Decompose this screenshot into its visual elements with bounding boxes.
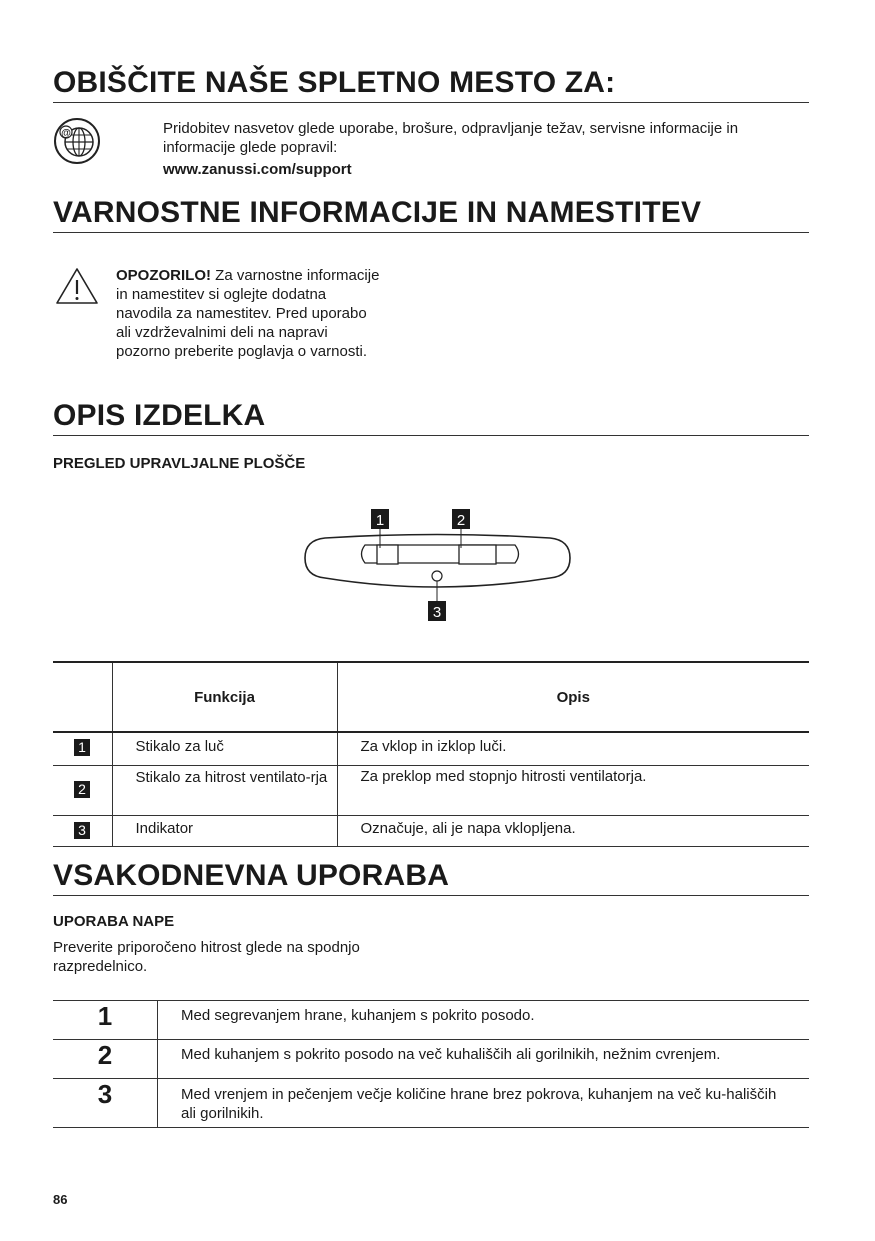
row-number-badge: 1: [74, 739, 90, 756]
page-number: 86: [53, 1192, 68, 1207]
speed-row: [53, 1001, 809, 1040]
website-text: Pridobitev nasvetov glede uporabe, brošure, odpravljanje težav, servisne informacije in informacije glede popravil:: [163, 120, 739, 156]
row-number-badge: 2: [74, 781, 90, 798]
row-description: Označuje, ali je napa vklopljena.: [337, 815, 809, 846]
daily-use-heading: VSAKODNEVNA UPORABA: [53, 859, 809, 896]
row-function: Indikator: [112, 815, 337, 846]
callout-label-2: 2: [456, 512, 466, 529]
table-row: [53, 765, 809, 815]
row-function: Stikalo za hitrost ventilato-rja: [112, 765, 337, 815]
row-number-badge: 3: [74, 822, 90, 839]
callout-label-3: 3: [432, 604, 442, 621]
fan-speed-switch[interactable]: [459, 545, 496, 564]
globe-web-icon: [53, 117, 101, 165]
speed-description: Med vrenjem in pečenjem večje količine hrane brez pokrova, kuhanjem na več ku-hališčih ali gorilnikih.: [181, 1086, 777, 1122]
control-panel-subheading: PREGLED UPRAVLJALNE PLOŠČE: [53, 455, 306, 472]
svg-text:@: @: [61, 128, 71, 139]
warning-triangle-icon: [55, 266, 99, 306]
callout-label-1: 1: [375, 512, 385, 529]
header-num-cell: [53, 662, 112, 732]
product-heading: OPIS IZDELKA: [53, 399, 809, 436]
control-panel-diagram: [300, 506, 575, 626]
speed-table: [53, 1000, 809, 1128]
warning-body: Za varnostne informacije in namestitev si oglejte dodatna navodila za namestitev. Pred uporabo ali vzdrževalnimi deli na napravi pozorno preberite poglavja o varnosti.: [116, 267, 380, 360]
speed-description: Med kuhanjem s pokrito posodo na več kuhališčih ali gorilnikih, nežnim cvrenjem.: [181, 1046, 721, 1063]
warning-text: [116, 266, 384, 361]
warning-label: OPOZORILO!: [116, 267, 211, 284]
header-description: Opis: [337, 662, 809, 732]
speed-row: [53, 1040, 809, 1079]
speed-row: [53, 1079, 809, 1128]
table-row: [53, 815, 809, 846]
website-heading: OBIŠČITE NAŠE SPLETNO MESTO ZA:: [53, 66, 809, 103]
header-function: Funkcija: [112, 662, 337, 732]
row-function: Stikalo za luč: [112, 732, 337, 765]
hood-use-intro: Preverite priporočeno hitrost glede na spodnjo razpredelnico.: [53, 939, 360, 975]
table-row: [53, 732, 809, 765]
speed-level: 3: [53, 1079, 158, 1128]
indicator-light: [432, 571, 442, 581]
support-link[interactable]: www.zanussi.com/support: [163, 161, 352, 178]
speed-level: 1: [53, 1001, 158, 1040]
safety-heading: VARNOSTNE INFORMACIJE IN NAMESTITEV: [53, 196, 809, 233]
speed-description: Med segrevanjem hrane, kuhanjem s pokrito posodo.: [181, 1007, 535, 1024]
row-description: Za vklop in izklop luči.: [337, 732, 809, 765]
speed-level: 2: [53, 1040, 158, 1079]
table-header-row: [53, 662, 809, 732]
control-panel-table: [53, 661, 809, 847]
row-description: Za preklop med stopnjo hitrosti ventilatorja.: [337, 765, 809, 815]
hood-use-subheading: UPORABA NAPE: [53, 913, 175, 930]
